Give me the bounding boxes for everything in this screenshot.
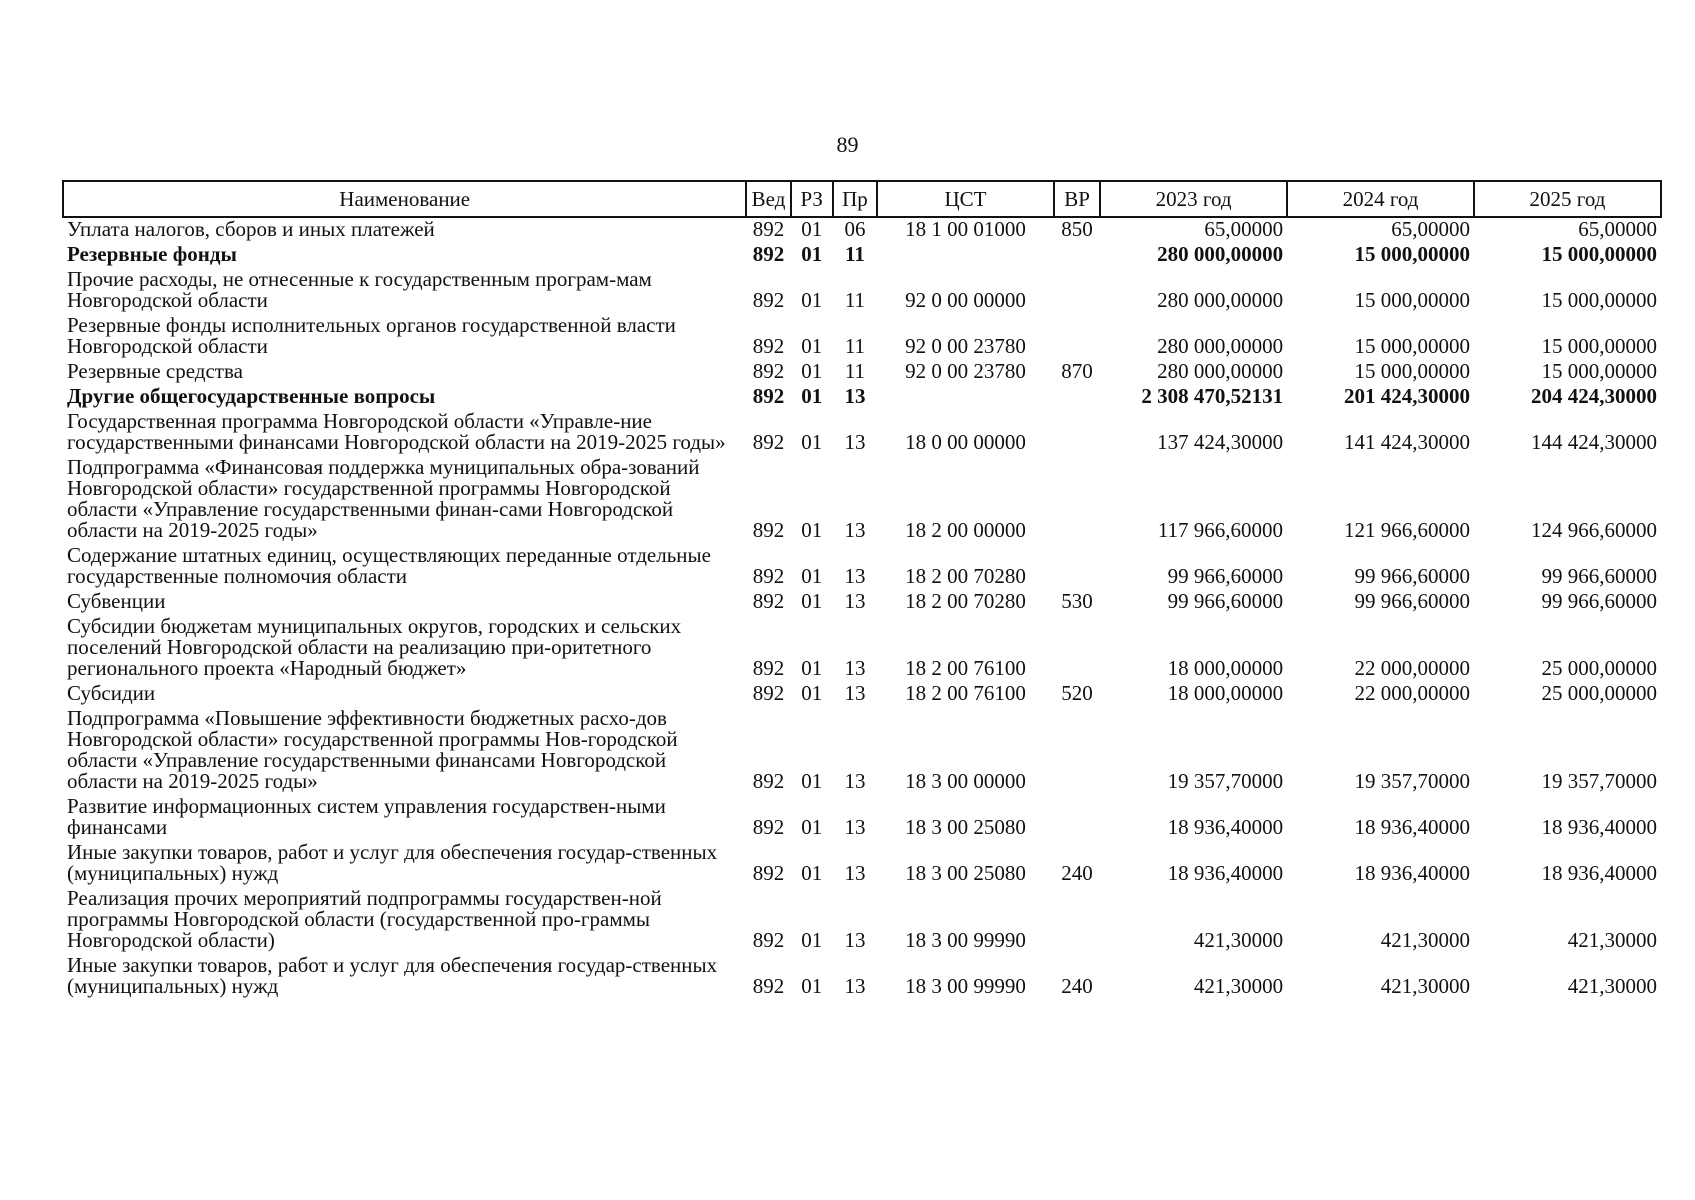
- table-row: [63, 544, 1661, 590]
- row-name: Субвенции: [67, 589, 166, 613]
- row-pr: 06: [844, 217, 866, 241]
- row-ved: 892: [752, 359, 785, 383]
- row-pr: 13: [844, 928, 866, 952]
- row-rz: 01: [801, 430, 823, 454]
- row-name: Субсидии: [67, 681, 156, 705]
- row-pr: 13: [844, 861, 866, 885]
- row-pr: 13: [844, 384, 866, 408]
- row-pr: 13: [844, 769, 866, 793]
- row-pr: 11: [844, 359, 866, 383]
- row-rz: 01: [801, 359, 823, 383]
- header-2025: 2025 год: [1474, 181, 1661, 217]
- row-cst: 92 0 00 23780: [905, 334, 1026, 358]
- header-vr: ВР: [1054, 181, 1100, 217]
- table-row: [63, 841, 1661, 887]
- row-cst: 18 2 00 76100: [905, 656, 1026, 680]
- row-amount-2023: 421,30000: [1193, 974, 1284, 998]
- row-ved: 892: [752, 769, 785, 793]
- row-amount-2023: 2 308 470,52131: [1141, 384, 1284, 408]
- row-ved: 892: [752, 815, 785, 839]
- row-rz: 01: [801, 861, 823, 885]
- row-ved: 892: [752, 288, 785, 312]
- row-pr: 13: [844, 430, 866, 454]
- row-amount-2023: 18 936,40000: [1167, 815, 1284, 839]
- row-vr: 850: [1061, 217, 1093, 241]
- row-rz: 01: [801, 564, 823, 588]
- row-amount-2025: 25 000,00000: [1541, 656, 1657, 680]
- table-row: [63, 615, 1661, 682]
- row-amount-2024: 99 966,60000: [1354, 589, 1470, 613]
- row-name: Подпрограмма «Повышение эффективности бюджетных расхо-дов Новгородской области» государственной программы Нов-городской области «Управление государственными финансами Новгородской области на 2019-2025 годы»: [67, 706, 678, 793]
- row-amount-2023: 18 000,00000: [1167, 656, 1284, 680]
- row-vr: [1054, 410, 1100, 456]
- row-cst: 18 2 00 70280: [905, 589, 1026, 613]
- row-pr: 11: [844, 288, 866, 312]
- row-vr: [1054, 268, 1100, 314]
- row-name: Иные закупки товаров, работ и услуг для обеспечения государ-ственных (муниципальных) нужд: [67, 953, 718, 998]
- row-rz: 01: [801, 656, 823, 680]
- row-amount-2024: 15 000,00000: [1354, 288, 1470, 312]
- row-ved: 892: [752, 518, 785, 542]
- row-amount-2025: 19 357,70000: [1541, 769, 1657, 793]
- row-amount-2025: 15 000,00000: [1541, 359, 1657, 383]
- row-rz: 01: [801, 815, 823, 839]
- row-ved: 892: [752, 974, 785, 998]
- row-name: Государственная программа Новгородской области «Управле-ние государственными финансами Новгородской области на 2019-2025 годы»: [67, 409, 726, 454]
- row-rz: 01: [801, 769, 823, 793]
- table-header-row: [63, 181, 1661, 217]
- row-cst: 92 0 00 23780: [905, 359, 1026, 383]
- row-vr: [1054, 385, 1100, 410]
- row-vr: 240: [1061, 861, 1093, 885]
- row-cst: 18 0 00 00000: [905, 430, 1026, 454]
- row-cst: [877, 243, 1054, 268]
- row-amount-2025: 18 936,40000: [1541, 815, 1657, 839]
- row-name: Прочие расходы, не отнесенные к государственным програм-мам Новгородской области: [67, 267, 652, 312]
- header-pr: Пр: [833, 181, 877, 217]
- row-vr: [1054, 887, 1100, 954]
- row-pr: 13: [844, 564, 866, 588]
- table-row: [63, 887, 1661, 954]
- row-amount-2024: 22 000,00000: [1354, 681, 1470, 705]
- row-ved: 892: [752, 589, 785, 613]
- row-name: Другие общегосударственные вопросы: [67, 384, 436, 408]
- table-row: [63, 268, 1661, 314]
- table-body: [63, 217, 1661, 1000]
- row-pr: 13: [844, 815, 866, 839]
- row-vr: 530: [1061, 589, 1093, 613]
- row-rz: 01: [801, 288, 823, 312]
- row-cst: 18 1 00 01000: [905, 217, 1026, 241]
- row-name: Иные закупки товаров, работ и услуг для обеспечения государ-ственных (муниципальных) нужд: [67, 840, 718, 885]
- row-amount-2023: 280 000,00000: [1157, 242, 1284, 266]
- row-amount-2024: 201 424,30000: [1343, 384, 1470, 408]
- row-amount-2024: 22 000,00000: [1354, 656, 1470, 680]
- header-rz: РЗ: [791, 181, 833, 217]
- row-amount-2023: 99 966,60000: [1167, 564, 1284, 588]
- row-amount-2023: 137 424,30000: [1157, 430, 1284, 454]
- row-rz: 01: [801, 928, 823, 952]
- row-amount-2023: 65,00000: [1204, 217, 1284, 241]
- row-cst: 18 3 00 25080: [905, 861, 1026, 885]
- row-amount-2024: 18 936,40000: [1354, 815, 1470, 839]
- row-pr: 13: [844, 518, 866, 542]
- table-row: [63, 707, 1661, 795]
- row-pr: 13: [844, 974, 866, 998]
- row-ved: 892: [752, 384, 785, 408]
- row-rz: 01: [801, 974, 823, 998]
- row-vr: [1054, 707, 1100, 795]
- row-ved: 892: [752, 928, 785, 952]
- page-number: 89: [836, 132, 859, 157]
- row-name: Содержание штатных единиц, осуществляющих переданные отдельные государственные полномочия области: [67, 543, 711, 588]
- row-vr: [1054, 243, 1100, 268]
- row-ved: 892: [752, 430, 785, 454]
- row-amount-2024: 15 000,00000: [1354, 334, 1470, 358]
- row-rz: 01: [801, 518, 823, 542]
- row-ved: 892: [752, 681, 785, 705]
- row-vr: [1054, 456, 1100, 544]
- row-amount-2024: 121 966,60000: [1343, 518, 1470, 542]
- row-amount-2023: 117 966,60000: [1157, 518, 1284, 542]
- row-amount-2025: 421,30000: [1567, 928, 1657, 952]
- row-amount-2025: 65,00000: [1578, 217, 1657, 241]
- table-row: [63, 456, 1661, 544]
- row-vr: [1054, 795, 1100, 841]
- row-ved: 892: [752, 861, 785, 885]
- row-amount-2024: 15 000,00000: [1354, 359, 1470, 383]
- row-amount-2024: 15 000,00000: [1354, 242, 1470, 266]
- header-cst: ЦСТ: [877, 181, 1054, 217]
- row-amount-2024: 19 357,70000: [1354, 769, 1470, 793]
- row-amount-2025: 144 424,30000: [1531, 430, 1657, 454]
- row-amount-2023: 280 000,00000: [1157, 288, 1284, 312]
- row-rz: 01: [801, 589, 823, 613]
- row-vr: 870: [1061, 359, 1093, 383]
- row-amount-2025: 15 000,00000: [1541, 288, 1657, 312]
- header-2024: 2024 год: [1287, 181, 1474, 217]
- row-rz: 01: [801, 242, 823, 266]
- row-cst: 18 2 00 76100: [905, 681, 1026, 705]
- table-row: [63, 682, 1661, 707]
- row-amount-2023: 421,30000: [1193, 928, 1284, 952]
- table-row: [63, 590, 1661, 615]
- row-amount-2024: 65,00000: [1391, 217, 1470, 241]
- row-amount-2023: 280 000,00000: [1157, 334, 1284, 358]
- row-amount-2024: 421,30000: [1380, 928, 1470, 952]
- row-cst: 18 3 00 99990: [905, 928, 1026, 952]
- header-ved: Вед: [746, 181, 790, 217]
- table-row: [63, 795, 1661, 841]
- row-cst: 92 0 00 00000: [905, 288, 1026, 312]
- table-row: [63, 954, 1661, 1000]
- row-name: Реализация прочих мероприятий подпрограммы государствен-ной программы Новгородской области (государственной про-граммы Новгородской области): [67, 886, 662, 952]
- row-vr: 520: [1061, 681, 1093, 705]
- row-amount-2025: 421,30000: [1567, 974, 1657, 998]
- table-row: [63, 217, 1661, 243]
- row-cst: 18 3 00 00000: [905, 769, 1026, 793]
- row-pr: 13: [844, 681, 866, 705]
- row-vr: [1054, 615, 1100, 682]
- row-ved: 892: [752, 656, 785, 680]
- row-ved: 892: [752, 564, 785, 588]
- row-amount-2024: 99 966,60000: [1354, 564, 1470, 588]
- row-amount-2024: 18 936,40000: [1354, 861, 1470, 885]
- row-vr: [1054, 544, 1100, 590]
- header-2023: 2023 год: [1100, 181, 1287, 217]
- row-cst: 18 3 00 99990: [905, 974, 1026, 998]
- row-amount-2023: 18 000,00000: [1167, 681, 1284, 705]
- row-amount-2024: 141 424,30000: [1343, 430, 1470, 454]
- row-amount-2025: 15 000,00000: [1541, 242, 1657, 266]
- row-pr: 13: [844, 589, 866, 613]
- table-row: [63, 243, 1661, 268]
- row-name: Уплата налогов, сборов и иных платежей: [67, 217, 435, 241]
- row-amount-2025: 99 966,60000: [1541, 589, 1657, 613]
- row-name: Субсидии бюджетам муниципальных округов, городских и сельских поселений Новгородской области на реализацию при-оритетного регионального проекта «Народный бюджет»: [67, 614, 682, 680]
- row-rz: 01: [801, 384, 823, 408]
- row-cst: 18 2 00 70280: [905, 564, 1026, 588]
- row-cst: [877, 385, 1054, 410]
- row-name: Резервные фонды исполнительных органов государственной власти Новгородской области: [67, 313, 676, 358]
- budget-table: [62, 180, 1662, 1000]
- header-name: Наименование: [63, 181, 746, 217]
- row-amount-2025: 15 000,00000: [1541, 334, 1657, 358]
- row-amount-2025: 25 000,00000: [1541, 681, 1657, 705]
- table-row: [63, 360, 1661, 385]
- row-vr: [1054, 314, 1100, 360]
- row-rz: 01: [801, 217, 823, 241]
- row-name: Подпрограмма «Финансовая поддержка муниципальных обра-зований Новгородской области» государственной программы Новгородской области «Управление государственными финан-сами Новгородской области на 2019-2025 годы»: [67, 455, 700, 542]
- table-row: [63, 410, 1661, 456]
- row-ved: 892: [752, 242, 785, 266]
- table-row: [63, 385, 1661, 410]
- row-amount-2023: 18 936,40000: [1167, 861, 1284, 885]
- row-amount-2023: 280 000,00000: [1157, 359, 1284, 383]
- row-amount-2025: 124 966,60000: [1531, 518, 1657, 542]
- row-pr: 11: [845, 242, 865, 266]
- row-amount-2023: 99 966,60000: [1167, 589, 1284, 613]
- row-ved: 892: [752, 217, 785, 241]
- table-row: [63, 314, 1661, 360]
- row-amount-2025: 18 936,40000: [1541, 861, 1657, 885]
- row-vr: 240: [1061, 974, 1093, 998]
- row-amount-2025: 99 966,60000: [1541, 564, 1657, 588]
- row-rz: 01: [801, 334, 823, 358]
- row-name: Резервные средства: [67, 359, 243, 383]
- row-amount-2025: 204 424,30000: [1531, 384, 1657, 408]
- row-pr: 11: [844, 334, 866, 358]
- row-rz: 01: [801, 681, 823, 705]
- row-ved: 892: [752, 334, 785, 358]
- row-pr: 13: [844, 656, 866, 680]
- row-amount-2024: 421,30000: [1380, 974, 1470, 998]
- row-cst: 18 3 00 25080: [905, 815, 1026, 839]
- row-name: Резервные фонды: [67, 242, 237, 266]
- row-cst: 18 2 00 00000: [905, 518, 1026, 542]
- row-amount-2023: 19 357,70000: [1167, 769, 1284, 793]
- row-name: Развитие информационных систем управления государствен-ными финансами: [67, 794, 666, 839]
